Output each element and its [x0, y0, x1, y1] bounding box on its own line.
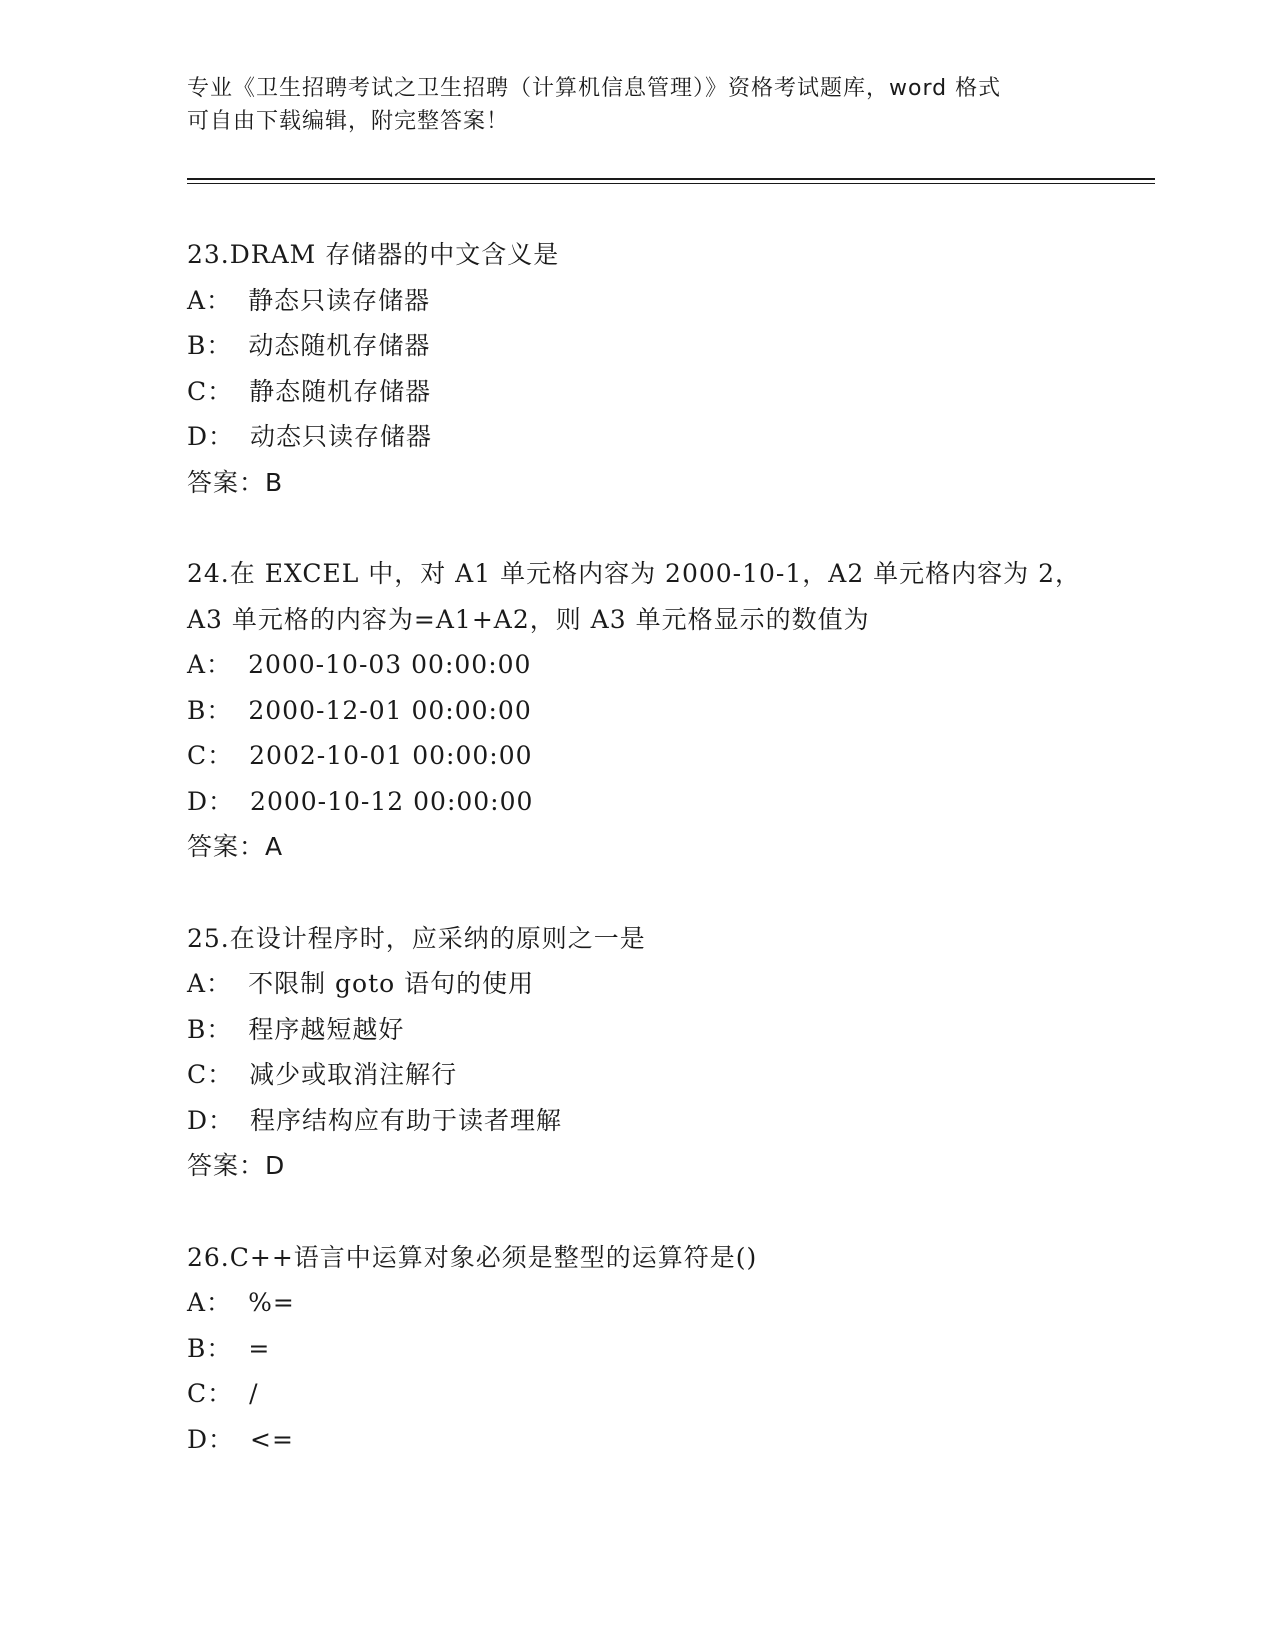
option-c [187, 733, 1147, 779]
option-a [187, 642, 1147, 688]
option-d [187, 414, 1147, 460]
option-b [187, 688, 1147, 734]
question-stem: 26.C++语言中运算对象必须是整型的运算符是() [187, 1242, 758, 1272]
option-c [187, 369, 1147, 415]
option-text: 2000-10-03 00:00:00 [248, 650, 532, 679]
option-text: = [248, 1333, 271, 1363]
option-a [187, 961, 1147, 1007]
header-line-2: 可自由下载编辑，附完整答案！ [187, 109, 510, 134]
option-text: 程序结构应有助于读者理解 [250, 1105, 563, 1135]
header-divider-thick [187, 178, 1155, 180]
option-key: A： [187, 1288, 233, 1317]
option-text: 静态只读存储器 [248, 285, 431, 315]
option-b [187, 1007, 1147, 1053]
option-text: 动态随机存储器 [248, 331, 431, 360]
option-key: C： [187, 1060, 234, 1089]
document-header [187, 72, 1087, 138]
option-text: 动态只读存储器 [250, 422, 433, 451]
question-24 [187, 551, 1147, 870]
option-key: B： [187, 331, 233, 360]
option-text: 2000-12-01 00:00:00 [248, 695, 532, 725]
question-25 [187, 916, 1147, 1189]
option-key: A： [187, 285, 233, 315]
option-text: 减少或取消注解行 [249, 1060, 458, 1089]
option-key: C： [187, 741, 234, 770]
question-stem: 24.在 EXCEL 中，对 A1 单元格内容为 2000-10-1，A2 单元格内容为 2， [187, 559, 1082, 588]
question-list [187, 232, 1147, 1508]
option-d [187, 779, 1147, 825]
option-key: C： [187, 376, 234, 406]
option-key: A： [187, 969, 233, 998]
header-divider-thin [187, 183, 1155, 184]
answer-line: 答案：B [187, 467, 284, 497]
answer-line: 答案：A [187, 832, 284, 861]
option-key: D： [187, 1424, 235, 1454]
option-b [187, 323, 1147, 369]
option-c [187, 1052, 1147, 1098]
option-key: B： [187, 1333, 233, 1363]
option-text: %= [248, 1288, 295, 1317]
question-26 [187, 1235, 1147, 1463]
option-key: B： [187, 695, 233, 725]
option-d [187, 1417, 1147, 1463]
option-b [187, 1326, 1147, 1372]
option-key: D： [187, 422, 235, 451]
option-text: 不限制 goto 语句的使用 [248, 969, 535, 998]
option-text: <= [250, 1424, 294, 1454]
question-stem-continued: A3 单元格的内容为=A1+A2，则 A3 单元格显示的数值为 [187, 604, 870, 634]
option-text: 2000-10-12 00:00:00 [250, 786, 534, 816]
option-a [187, 1280, 1147, 1326]
option-key: D： [187, 1105, 235, 1135]
header-line-1: 专业《卫生招聘考试之卫生招聘（计算机信息管理）》资格考试题库，word 格式 [187, 76, 1002, 101]
option-c [187, 1371, 1147, 1417]
question-23 [187, 232, 1147, 505]
question-stem: 25.在设计程序时，应采纳的原则之一是 [187, 923, 646, 953]
answer-line: 答案：D [187, 1151, 286, 1180]
option-key: B： [187, 1014, 233, 1044]
option-text: / [249, 1379, 259, 1408]
option-text: 静态随机存储器 [249, 376, 432, 406]
option-d [187, 1098, 1147, 1144]
option-key: A： [187, 650, 233, 679]
option-text: 2002-10-01 00:00:00 [249, 741, 533, 770]
option-key: C： [187, 1379, 234, 1408]
option-a [187, 278, 1147, 324]
option-key: D： [187, 786, 235, 816]
option-text: 程序越短越好 [248, 1014, 405, 1044]
question-stem: 23.DRAM 存储器的中文含义是 [187, 240, 560, 269]
